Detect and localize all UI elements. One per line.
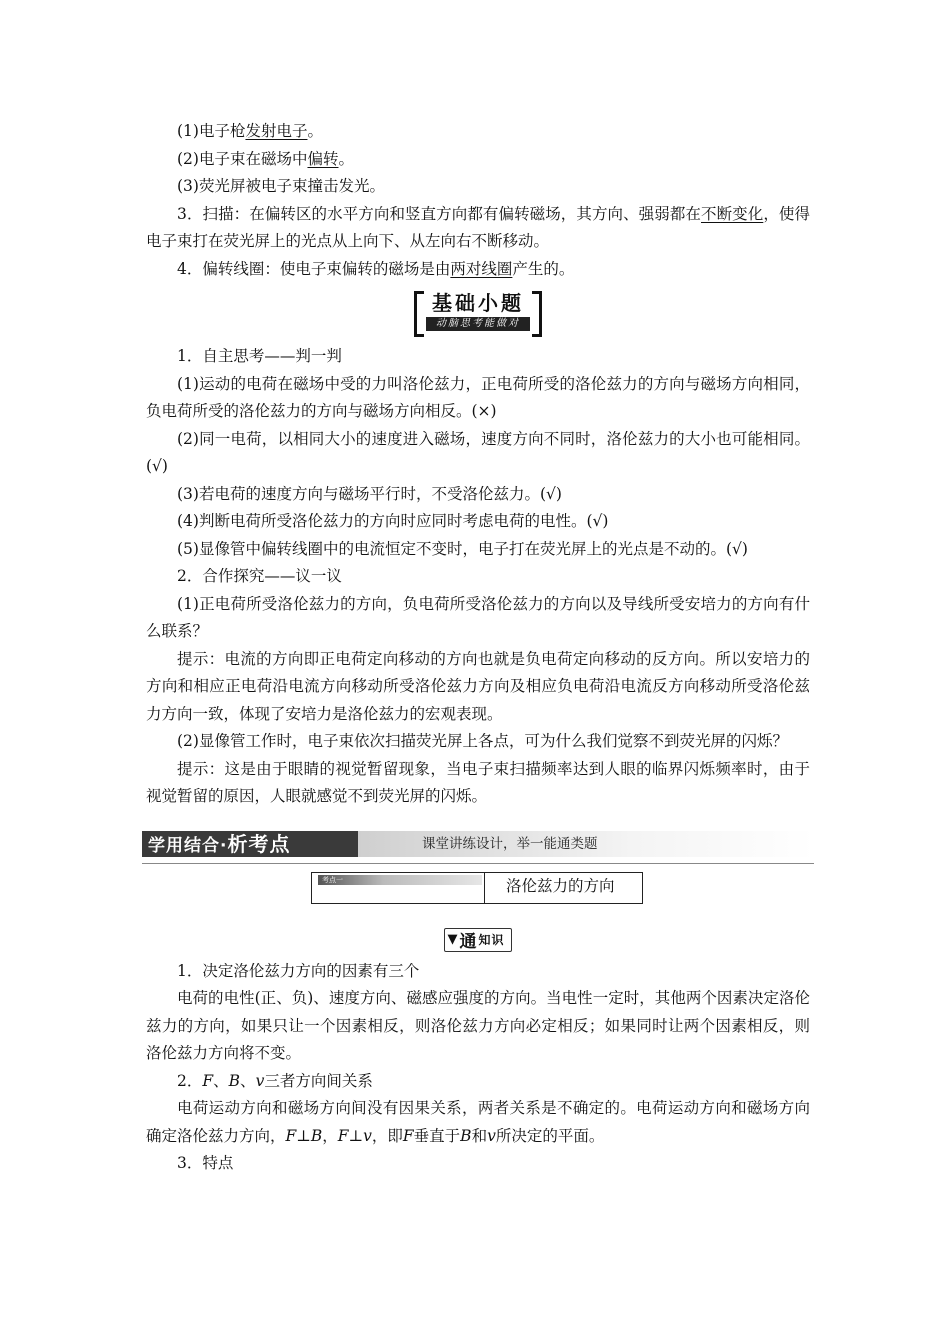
underlined-answer: 两对线圈 — [450, 259, 513, 278]
k-paragraph-2 — [146, 1095, 810, 1150]
section-header — [142, 829, 814, 864]
text: 。 — [338, 149, 354, 168]
var: F — [285, 1126, 297, 1145]
kaodian-tag: 考点一 — [318, 875, 482, 885]
q2-hint-1: 提示：电流的方向即正电荷定向移动的方向也就是负电荷定向移动的反方向。所以安培力的方向和相应正电荷沿电流方向移动所受洛伦兹力方向及相应负电荷沿电流反方向移动所受洛伦兹力方向一致，体现了安培力是洛伦兹力的宏观表现。 — [146, 649, 810, 723]
text: 产生的。 — [512, 259, 575, 278]
k-paragraph-1: 电荷的电性(正、负)、速度方向、磁感应强度的方向。当电性一定时，其他两个因素决定洛伦兹力的方向，如果只让一个因素相反，则洛伦兹力方向必定相反；如果同时让两个因素相反，则洛伦兹力方向将不变。 — [146, 989, 810, 1062]
var: B — [228, 1071, 241, 1090]
var: v — [487, 1126, 496, 1145]
intro-line-3: (3)荧光屏被电子束撞击发光。 — [177, 177, 385, 195]
bracket-right — [532, 291, 542, 337]
text: 4．偏转线圈：使电子束偏转的磁场是由 — [177, 259, 451, 278]
var: v — [363, 1126, 372, 1145]
jichu-banner — [414, 291, 542, 333]
intro-line-2 — [146, 146, 810, 174]
text: 和 — [471, 1126, 488, 1145]
text: ⊥ — [348, 1126, 364, 1145]
kaodian-box — [311, 872, 643, 904]
text: 三者方向间关系 — [264, 1071, 373, 1090]
q2-heading: 2．合作探究——议一议 — [177, 567, 342, 585]
text: 所决定的平面。 — [495, 1126, 605, 1145]
divider — [484, 873, 485, 903]
var: B — [460, 1126, 472, 1145]
tong-zhishi-tag — [444, 928, 511, 952]
q2-hint-2: 提示：这是由于眼睛的视觉暂留现象，当电子束扫描频率达到人眼的临界闪烁频率时，由于视觉暂留的原因，人眼就感觉不到荧光屏的闪烁。 — [146, 759, 810, 805]
banner-title: 基础小题 — [432, 291, 524, 315]
var: F — [202, 1071, 214, 1090]
q1-item: (4)判断电荷所受洛伦兹力的方向时应同时考虑电荷的电性。(√) — [177, 512, 609, 530]
text: (2)电子束在磁场中 — [177, 149, 308, 168]
tong-zhishi-wrap — [146, 928, 810, 952]
bracket-left — [414, 291, 424, 337]
text: ，使得电子束打在荧光屏上的光点从上向下、从左向右不断移动。 — [146, 204, 810, 250]
text: (1)电子枪 — [177, 122, 246, 140]
text: ⊥ — [296, 1126, 311, 1145]
text: 3．扫描：在偏转区的水平方向和竖直方向都有偏转磁场，其方向、强弱都在 — [177, 204, 701, 223]
text: 知识 — [478, 933, 505, 947]
q1-item: (1)运动的电荷在磁场中受的力叫洛伦兹力，正电荷所受的洛伦兹力的方向与磁场方向相同，负电荷所受的洛伦兹力的方向与磁场方向相反。(×) — [146, 374, 810, 420]
intro-line-1 — [146, 118, 810, 146]
k-heading-1: 1．决定洛伦兹力方向的因素有三个 — [177, 961, 420, 980]
section-header-title — [142, 831, 358, 857]
intro-scan-paragraph — [146, 201, 810, 256]
underlined-answer: 不断变化 — [701, 204, 764, 223]
text: 2． — [177, 1071, 203, 1090]
q2-question-2: (2)显像管工作时，电子束依次扫描荧光屏上各点，可为什么我们觉察不到荧光屏的闪烁？ — [177, 732, 788, 750]
text: 垂直于 — [413, 1126, 461, 1145]
intro-coil-paragraph — [146, 256, 810, 284]
text: 、 — [240, 1071, 256, 1090]
q1-item: (5)显像管中偏转线圈中的电流恒定不变时，电子打在荧光屏上的光点是不动的。(√) — [177, 539, 748, 558]
var: v — [255, 1071, 265, 1090]
var: B — [310, 1126, 323, 1145]
q1-item: (3)若电荷的速度方向与磁场平行时，不受洛伦兹力。(√) — [177, 484, 562, 503]
page-content — [146, 118, 810, 1178]
section-header-subtitle: 课堂讲练设计，举一能通类题 — [422, 835, 598, 852]
q1-item: (2)同一电荷，以相同大小的速度进入磁场，速度方向不同时，洛伦兹力的大小也可能相同。(√) — [146, 429, 810, 475]
underlined-answer: 发射电子 — [245, 122, 308, 140]
banner-subtitle: 动脑思考能做对 — [426, 317, 530, 331]
k-heading-3: 3．特点 — [177, 1154, 234, 1172]
text: 析考点 — [227, 831, 291, 856]
q1-heading: 1．自主思考——判一判 — [177, 347, 342, 365]
var: F — [402, 1126, 414, 1145]
q2-question-1: (1)正电荷所受洛伦兹力的方向，负电荷所受洛伦兹力的方向以及导线所受安培力的方向有什么联系？ — [146, 594, 810, 640]
k-heading-2 — [146, 1068, 810, 1096]
text: 学用结合· — [148, 835, 228, 856]
var: F — [337, 1126, 349, 1145]
kaodian-title: 洛伦兹力的方向 — [506, 876, 615, 895]
text: ，即 — [371, 1126, 403, 1145]
jichu-banner-wrap — [146, 291, 810, 333]
text: 。 — [307, 122, 323, 140]
text: 电荷运动方向和磁场方向间没有因果关系，两者关系是不确定的。电荷运动方向和磁场方向确定洛伦兹力方向， — [146, 1099, 810, 1145]
text: 、 — [213, 1071, 229, 1090]
underlined-answer: 偏转 — [307, 149, 339, 168]
heart-arrow-icon: ▼ — [447, 932, 458, 947]
text: 通 — [459, 932, 477, 952]
text: ， — [322, 1126, 338, 1145]
